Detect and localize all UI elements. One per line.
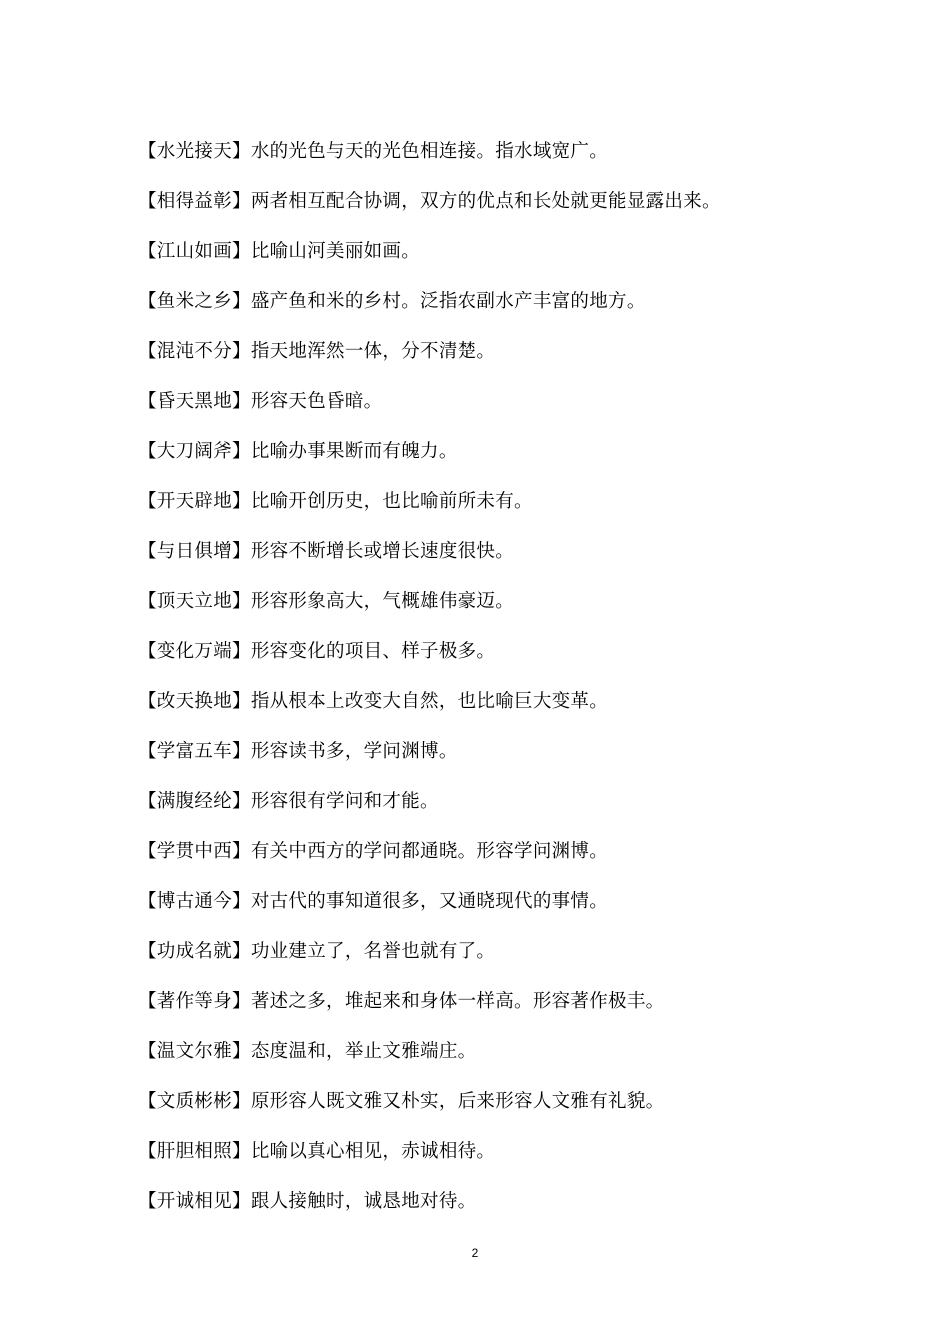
idiom-term: 【温文尔雅】 bbox=[138, 1041, 251, 1062]
idiom-entry bbox=[138, 1188, 898, 1238]
idiom-term: 【与日俱增】 bbox=[138, 541, 251, 562]
idiom-entry bbox=[138, 888, 898, 938]
idiom-definition: 形容形象高大，气概雄伟豪迈。 bbox=[250, 591, 515, 612]
idiom-definition: 形容变化的项目、样子极多。 bbox=[250, 641, 496, 662]
idiom-term: 【昏天黑地】 bbox=[138, 391, 251, 412]
idiom-term: 【开诚相见】 bbox=[138, 1191, 251, 1212]
idiom-definition: 形容不断增长或增长速度很快。 bbox=[250, 541, 515, 562]
idiom-entry bbox=[138, 238, 898, 288]
idiom-definition: 著述之多，堆起来和身体一样高。形容著作极丰。 bbox=[250, 991, 665, 1012]
idiom-term: 【鱼米之乡】 bbox=[138, 291, 251, 312]
idiom-definition: 比喻开创历史，也比喻前所未有。 bbox=[250, 491, 533, 512]
idiom-entry bbox=[138, 1138, 898, 1188]
idiom-term: 【学富五车】 bbox=[138, 741, 251, 762]
idiom-definition: 功业建立了，名誉也就有了。 bbox=[250, 941, 496, 962]
idiom-term: 【改天换地】 bbox=[138, 691, 251, 712]
idiom-definition: 指从根本上改变大自然，也比喻巨大变革。 bbox=[250, 691, 609, 712]
idiom-term: 【博古通今】 bbox=[138, 891, 251, 912]
idiom-definition: 比喻山河美丽如画。 bbox=[250, 241, 421, 262]
idiom-definition: 比喻以真心相见，赤诚相待。 bbox=[250, 1141, 496, 1162]
page-number: 2 bbox=[471, 1246, 479, 1260]
idiom-entry bbox=[138, 1038, 898, 1088]
idiom-term: 【顶天立地】 bbox=[138, 591, 251, 612]
idiom-definition: 形容很有学问和才能。 bbox=[250, 791, 439, 812]
idiom-term: 【水光接天】 bbox=[138, 141, 251, 162]
idiom-entry bbox=[138, 838, 898, 888]
idiom-term: 【满腹经纶】 bbox=[138, 791, 251, 812]
idiom-entry bbox=[138, 588, 898, 638]
idiom-definition: 水的光色与天的光色相连接。指水域宽广。 bbox=[250, 141, 609, 162]
idiom-term: 【大刀阔斧】 bbox=[138, 441, 251, 462]
idiom-definition: 盛产鱼和米的乡村。泛指农副水产丰富的地方。 bbox=[250, 291, 646, 312]
idiom-entry bbox=[138, 288, 898, 338]
idiom-term: 【肝胆相照】 bbox=[138, 1141, 251, 1162]
idiom-definition: 有关中西方的学问都通晓。形容学问渊博。 bbox=[250, 841, 609, 862]
idiom-term: 【功成名就】 bbox=[138, 941, 251, 962]
idiom-entry bbox=[138, 738, 898, 788]
idiom-entry bbox=[138, 638, 898, 688]
idiom-entry bbox=[138, 788, 898, 838]
idiom-definition: 形容天色昏暗。 bbox=[250, 391, 383, 412]
idiom-definition: 原形容人既文雅又朴实，后来形容人文雅有礼貌。 bbox=[250, 1091, 665, 1112]
idiom-definition: 形容读书多，学问渊博。 bbox=[250, 741, 458, 762]
idiom-term: 【开天辟地】 bbox=[138, 491, 251, 512]
idiom-entry bbox=[138, 388, 898, 438]
idiom-definition: 对古代的事知道很多，又通晓现代的事情。 bbox=[250, 891, 609, 912]
idiom-definition: 态度温和，举止文雅端庄。 bbox=[250, 1041, 477, 1062]
idiom-entry bbox=[138, 1088, 898, 1138]
idiom-definition: 指天地浑然一体，分不清楚。 bbox=[250, 341, 496, 362]
idiom-term: 【江山如画】 bbox=[138, 241, 251, 262]
idiom-entry bbox=[138, 338, 898, 388]
idiom-definition: 两者相互配合协调，双方的优点和长处就更能显露出来。 bbox=[250, 191, 721, 212]
idiom-entry bbox=[138, 938, 898, 988]
idiom-term: 【混沌不分】 bbox=[138, 341, 251, 362]
idiom-entry bbox=[138, 138, 898, 188]
idiom-term: 【著作等身】 bbox=[138, 991, 251, 1012]
idiom-entry bbox=[138, 188, 898, 238]
idiom-entry bbox=[138, 688, 898, 738]
idiom-term: 【学贯中西】 bbox=[138, 841, 251, 862]
idiom-definition: 跟人接触时，诚恳地对待。 bbox=[250, 1191, 477, 1212]
idiom-list bbox=[138, 138, 898, 1238]
idiom-entry bbox=[138, 538, 898, 588]
idiom-entry bbox=[138, 988, 898, 1038]
idiom-entry bbox=[138, 438, 898, 488]
idiom-term: 【变化万端】 bbox=[138, 641, 251, 662]
idiom-term: 【文质彬彬】 bbox=[138, 1091, 251, 1112]
idiom-definition: 比喻办事果断而有魄力。 bbox=[250, 441, 458, 462]
idiom-entry bbox=[138, 488, 898, 538]
idiom-term: 【相得益彰】 bbox=[138, 191, 251, 212]
